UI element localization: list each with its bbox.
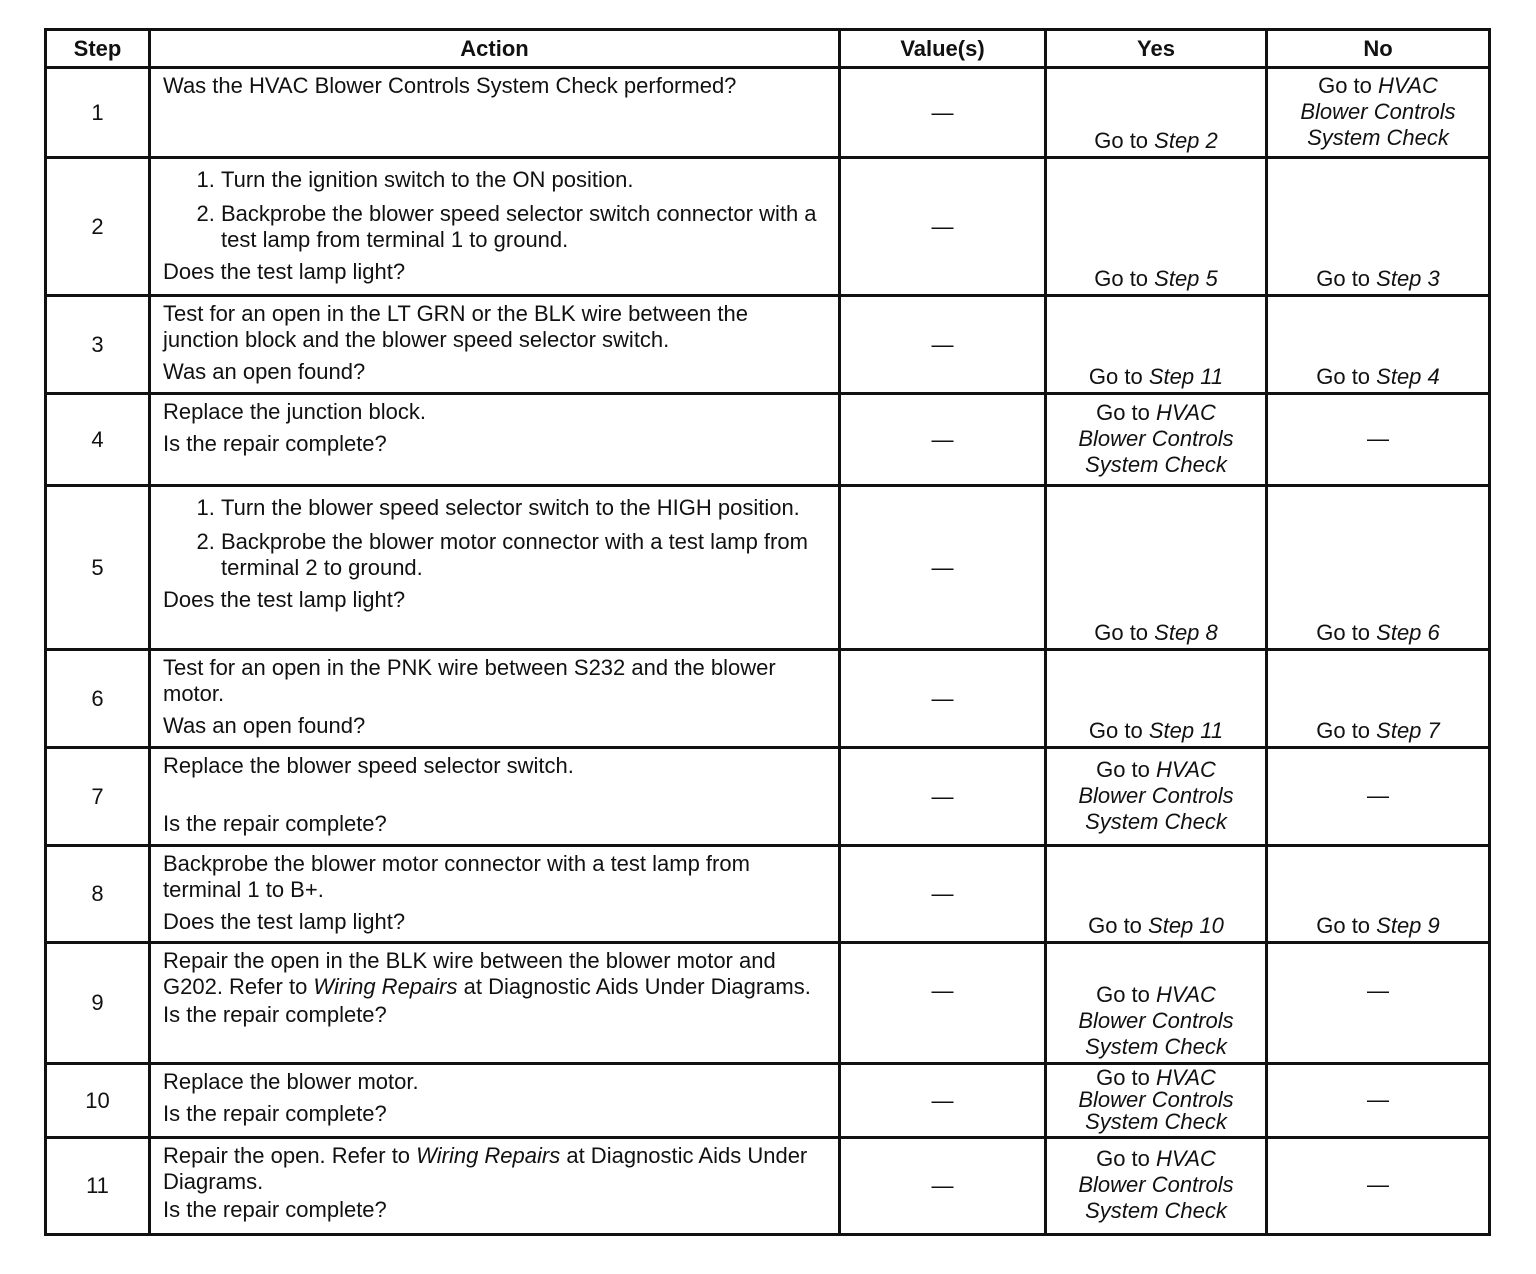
- action-question: Does the test lamp light?: [163, 259, 406, 284]
- table-row-step-6: [46, 650, 1490, 748]
- goto-prefix: Go to: [1316, 620, 1377, 645]
- step-number: 1: [46, 68, 150, 158]
- no-cell: [1267, 486, 1490, 650]
- action-text: Replace the blower speed selector switch.: [163, 753, 574, 778]
- table-row-step-3: [46, 296, 1490, 394]
- step-number: 6: [46, 650, 150, 748]
- yes-cell: [1046, 486, 1267, 650]
- goto-link[interactable]: Step 11: [1148, 364, 1224, 389]
- step-number: 11: [46, 1138, 150, 1235]
- goto-prefix: Go to: [1088, 718, 1149, 743]
- goto-link[interactable]: HVAC: [1156, 399, 1216, 425]
- goto-link[interactable]: Blower Controls: [1300, 98, 1456, 124]
- yes-cell: [1046, 158, 1267, 296]
- action-text-after: at Diagnostic Aids Under Diagrams.: [457, 974, 811, 999]
- no-cell: [1267, 650, 1490, 748]
- goto-link[interactable]: Blower Controls: [1078, 782, 1234, 808]
- goto-prefix: Go to: [1094, 266, 1155, 291]
- action-step: 1. Turn the ignition switch to the ON position.: [221, 167, 828, 193]
- action-text-after: at Diagnostic Aids Under Diagrams.: [163, 1143, 808, 1194]
- goto-link[interactable]: System Check: [1085, 1034, 1227, 1059]
- goto-link[interactable]: System Check: [1085, 1198, 1227, 1223]
- action-question: Was an open found?: [163, 713, 366, 738]
- table-row-step-8: [46, 846, 1490, 943]
- step-number: 9: [46, 943, 150, 1064]
- goto-prefix: Go to: [1316, 718, 1377, 743]
- header-no: No: [1267, 30, 1490, 68]
- action-cell: [150, 1064, 840, 1138]
- goto-link[interactable]: HVAC: [1156, 756, 1216, 782]
- action-step-list: [163, 495, 828, 581]
- goto-prefix: Go to: [1094, 128, 1155, 153]
- yes-cell: [1046, 650, 1267, 748]
- action-question: Is the repair complete?: [163, 811, 387, 836]
- goto-link[interactable]: Step 6: [1376, 620, 1440, 645]
- value-cell: —: [840, 846, 1046, 943]
- action-question: Was an open found?: [163, 359, 366, 384]
- goto-link[interactable]: Step 7: [1376, 718, 1440, 743]
- action-question: Does the test lamp light?: [163, 587, 406, 612]
- header-action: Action: [150, 30, 840, 68]
- action-step: 2. Backprobe the blower motor connector with a test lamp from terminal 2 to ground.: [221, 529, 828, 581]
- goto-link[interactable]: Blower Controls: [1078, 425, 1234, 451]
- yes-cell: [1046, 943, 1267, 1064]
- value-cell: —: [840, 1064, 1046, 1138]
- goto-link[interactable]: Step 3: [1376, 266, 1440, 291]
- goto-prefix: Go to: [1316, 364, 1377, 389]
- step-number: 8: [46, 846, 150, 943]
- goto-prefix: Go to: [1096, 756, 1156, 782]
- no-cell: —: [1267, 394, 1490, 486]
- no-cell: —: [1267, 748, 1490, 846]
- goto-prefix: Go to: [1316, 266, 1377, 291]
- action-text: Backprobe the blower motor connector with a test lamp from terminal 1 to B+.: [163, 851, 750, 902]
- yes-cell: [1046, 394, 1267, 486]
- goto-link[interactable]: System Check: [1085, 451, 1227, 477]
- header-step: Step: [46, 30, 150, 68]
- no-cell: —: [1267, 1138, 1490, 1235]
- action-step-list: [163, 167, 828, 253]
- table-row-step-1: [46, 68, 1490, 158]
- action-cell: [150, 394, 840, 486]
- goto-prefix: Go to: [1096, 1064, 1156, 1090]
- value-cell: —: [840, 394, 1046, 486]
- no-cell: —: [1267, 943, 1490, 1064]
- value-cell: —: [840, 1138, 1046, 1235]
- goto-prefix: Go to: [1316, 913, 1377, 938]
- action-text: Test for an open in the PNK wire between S232 and the blower motor.: [163, 655, 776, 706]
- yes-cell: [1046, 1064, 1267, 1138]
- action-cell: [150, 846, 840, 943]
- action-question: Is the repair complete?: [163, 431, 387, 456]
- action-text: [163, 948, 828, 1000]
- goto-prefix: Go to: [1096, 982, 1156, 1007]
- yes-cell: [1046, 296, 1267, 394]
- value-cell: —: [840, 748, 1046, 846]
- no-cell: [1267, 846, 1490, 943]
- no-cell: [1267, 296, 1490, 394]
- goto-link[interactable]: System Check: [1085, 808, 1227, 834]
- yes-cell: [1046, 1138, 1267, 1235]
- value-cell: —: [840, 296, 1046, 394]
- goto-link[interactable]: HVAC: [1378, 72, 1438, 98]
- action-cell: [150, 943, 840, 1064]
- goto-link[interactable]: HVAC: [1156, 1064, 1216, 1090]
- goto-link[interactable]: Blower Controls: [1078, 1086, 1234, 1112]
- header-yes: Yes: [1046, 30, 1267, 68]
- yes-cell: [1046, 846, 1267, 943]
- table-row-step-5: [46, 486, 1490, 650]
- goto-link[interactable]: Step 5: [1154, 266, 1218, 291]
- table-row-step-2: [46, 158, 1490, 296]
- step-number: 3: [46, 296, 150, 394]
- goto-link[interactable]: System Check: [1085, 1108, 1227, 1134]
- diagnostic-table: [44, 28, 1491, 1236]
- value-cell: —: [840, 943, 1046, 1064]
- action-cell: [150, 748, 840, 846]
- goto-prefix: Go to: [1088, 913, 1149, 938]
- action-cell: [150, 486, 840, 650]
- table-row-step-10: [46, 1064, 1490, 1138]
- step-number: 2: [46, 158, 150, 296]
- goto-link[interactable]: HVAC: [1156, 1146, 1216, 1171]
- action-question: Is the repair complete?: [163, 1002, 387, 1027]
- action-cell: [150, 68, 840, 158]
- goto-prefix: Go to: [1096, 1146, 1156, 1171]
- goto-link[interactable]: Step 4: [1376, 364, 1440, 389]
- table-row-step-11: [46, 1138, 1490, 1235]
- no-cell: [1267, 158, 1490, 296]
- action-text-before: Repair the open. Refer to: [163, 1143, 417, 1168]
- action-cell: [150, 158, 840, 296]
- goto-link[interactable]: Step 9: [1376, 913, 1440, 938]
- goto-link[interactable]: System Check: [1307, 124, 1449, 150]
- action-text: Was the HVAC Blower Controls System Check performed?: [163, 73, 737, 98]
- step-number: 7: [46, 748, 150, 846]
- goto-link[interactable]: Step 8: [1154, 620, 1218, 645]
- no-cell: —: [1267, 1064, 1490, 1138]
- value-cell: —: [840, 158, 1046, 296]
- goto-prefix: Go to: [1318, 72, 1378, 98]
- goto-prefix: Go to: [1088, 364, 1149, 389]
- wiring-repairs-link[interactable]: Wiring Repairs: [313, 974, 458, 999]
- action-step: 1. Turn the blower speed selector switch to the HIGH position.: [221, 495, 828, 521]
- value-cell: —: [840, 650, 1046, 748]
- step-number: 4: [46, 394, 150, 486]
- value-cell: —: [840, 486, 1046, 650]
- wiring-repairs-link[interactable]: Wiring Repairs: [416, 1143, 561, 1168]
- action-text: [163, 1143, 828, 1195]
- table-row-step-7: [46, 748, 1490, 846]
- action-text-before: Repair the open in the BLK wire between the blower motor and G202. Refer to: [163, 948, 776, 999]
- header-values: Value(s): [840, 30, 1046, 68]
- table-row-step-4: [46, 394, 1490, 486]
- action-question: Is the repair complete?: [163, 1197, 387, 1222]
- step-number: 5: [46, 486, 150, 650]
- no-cell: [1267, 68, 1490, 158]
- goto-link[interactable]: Blower Controls: [1078, 1172, 1234, 1197]
- goto-link[interactable]: Step 2: [1154, 128, 1218, 153]
- action-cell: [150, 650, 840, 748]
- header-row: [46, 30, 1490, 68]
- action-cell: [150, 1138, 840, 1235]
- action-question: Does the test lamp light?: [163, 909, 406, 934]
- goto-prefix: Go to: [1094, 620, 1155, 645]
- goto-link[interactable]: Blower Controls: [1078, 1008, 1234, 1033]
- yes-cell: [1046, 748, 1267, 846]
- table-row-step-9: [46, 943, 1490, 1064]
- action-text: Test for an open in the LT GRN or the BLK wire between the junction block and the blower speed selector switch.: [163, 301, 748, 352]
- action-question: Is the repair complete?: [163, 1101, 387, 1126]
- action-cell: [150, 296, 840, 394]
- goto-link[interactable]: Step 11: [1148, 718, 1224, 743]
- value-cell: —: [840, 68, 1046, 158]
- yes-cell: [1046, 68, 1267, 158]
- step-number: 10: [46, 1064, 150, 1138]
- goto-link[interactable]: Step 10: [1148, 913, 1224, 938]
- goto-prefix: Go to: [1096, 399, 1156, 425]
- action-text: Replace the junction block.: [163, 399, 426, 424]
- action-step: 2. Backprobe the blower speed selector switch connector with a test lamp from terminal 1 to ground.: [221, 201, 828, 253]
- goto-link[interactable]: HVAC: [1156, 982, 1216, 1007]
- action-text: Replace the blower motor.: [163, 1069, 419, 1094]
